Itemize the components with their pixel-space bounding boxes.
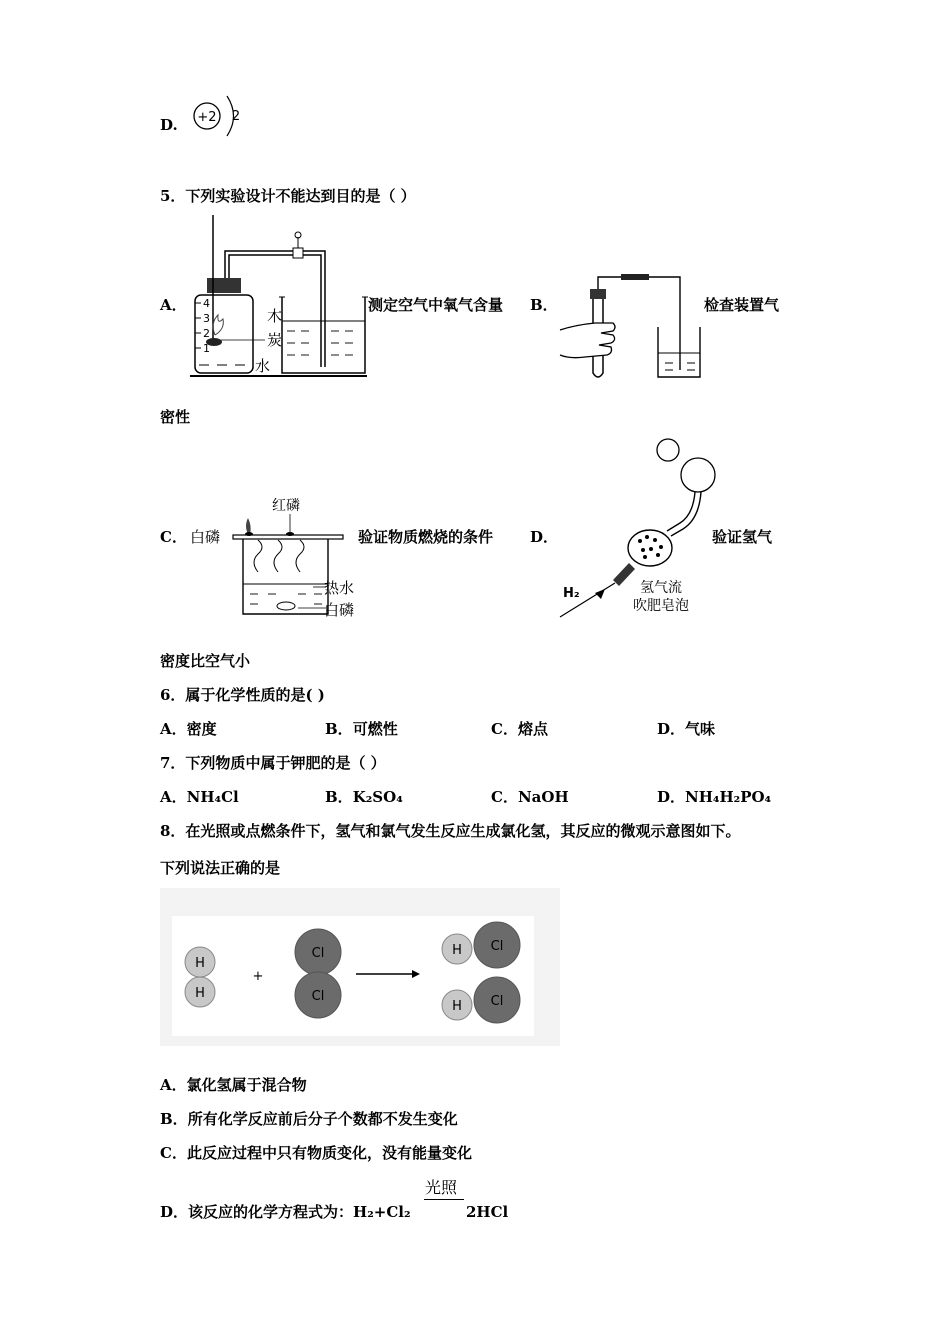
q6-option-d: D．气味 bbox=[657, 720, 716, 738]
q6-option-c: C．熔点 bbox=[491, 720, 548, 738]
shell-electron-count: 2 bbox=[231, 109, 241, 124]
hcl-1-cl: Cl bbox=[490, 939, 504, 954]
q5-option-b-label: B． bbox=[530, 296, 558, 314]
atom-structure-diagram bbox=[190, 92, 250, 144]
cl-atom-2: Cl bbox=[311, 989, 325, 1004]
equation-bar bbox=[424, 1199, 464, 1200]
label-white-phosphorus-2: 白磷 bbox=[324, 601, 355, 619]
label-blow-bubbles: 吹肥皂泡 bbox=[633, 598, 689, 614]
q7-option-d: D．NH₄H₂PO₄ bbox=[657, 788, 772, 806]
label-h2: H₂ bbox=[563, 586, 580, 601]
label-water: 水 bbox=[255, 357, 271, 375]
h-atom-1: H bbox=[195, 956, 205, 971]
nucleus-charge: +2 bbox=[197, 110, 217, 125]
reaction-condition: 光照 bbox=[425, 1178, 458, 1197]
q6-stem: 6．属于化学性质的是( ) bbox=[160, 686, 325, 704]
label-white-phosphorus: 白磷 bbox=[190, 528, 221, 546]
hydrogen-bubble-apparatus bbox=[555, 435, 725, 620]
q6-option-a: A．密度 bbox=[160, 720, 217, 738]
cl-atom-1: Cl bbox=[311, 946, 325, 961]
q8-option-b: B．所有化学反应前后分子个数都不发生变化 bbox=[160, 1110, 458, 1128]
q5-option-d-caption-2: 密度比空气小 bbox=[160, 652, 251, 670]
q5-option-d-label: D． bbox=[530, 528, 559, 546]
label-hot-water: 热水 bbox=[324, 579, 355, 597]
q6-option-b: B．可燃性 bbox=[325, 720, 398, 738]
q8-option-d: D．该反应的化学方程式为：H₂+Cl₂ bbox=[160, 1203, 411, 1221]
mark-4: 4 bbox=[203, 297, 210, 310]
q7-option-c: C．NaOH bbox=[491, 788, 569, 806]
q5-stem: 5．下列实验设计不能达到目的是（ ） bbox=[160, 187, 416, 205]
q7-option-b: B．K₂SO₄ bbox=[325, 788, 403, 806]
hcl-1-h: H bbox=[452, 943, 462, 958]
hcl-2-h: H bbox=[452, 999, 462, 1014]
q5-option-c-label: C． bbox=[160, 528, 187, 546]
q5-option-b-caption-2: 密性 bbox=[160, 408, 191, 426]
label-charcoal-1: 木 bbox=[267, 307, 283, 325]
q5-option-d-caption-1: 验证氢气 bbox=[712, 528, 773, 546]
label-red-phosphorus: 红磷 bbox=[272, 498, 300, 514]
oxygen-content-apparatus bbox=[185, 215, 370, 380]
h-atom-2: H bbox=[195, 986, 205, 1001]
q7-option-a: A．NH₄Cl bbox=[160, 788, 239, 806]
reaction-micro-diagram bbox=[160, 888, 560, 1046]
q8-option-a: A．氯化氢属于混合物 bbox=[160, 1076, 307, 1094]
hcl-2-cl: Cl bbox=[490, 994, 504, 1009]
q8-option-c: C．此反应过程中只有物质变化，没有能量变化 bbox=[160, 1144, 472, 1162]
q5-option-a-label: A． bbox=[160, 296, 187, 314]
q5-option-b-caption-1: 检查装置气 bbox=[704, 296, 780, 314]
label-hydrogen-flow: 氢气流 bbox=[640, 580, 682, 596]
mark-1: 1 bbox=[203, 342, 210, 355]
q4-option-d-label: D. bbox=[160, 116, 178, 134]
q8-stem-1: 8．在光照或点燃条件下，氢气和氯气发生反应生成氯化氢，其反应的微观示意图如下。 bbox=[160, 822, 741, 840]
reaction-product: 2HCl bbox=[466, 1203, 509, 1221]
airtightness-apparatus bbox=[555, 265, 705, 385]
q7-stem: 7．下列物质中属于钾肥的是（ ） bbox=[160, 754, 386, 772]
q8-stem-2: 下列说法正确的是 bbox=[160, 859, 281, 877]
q5-option-a-caption: 测定空气中氧气含量 bbox=[368, 296, 504, 314]
mark-3: 3 bbox=[203, 312, 210, 325]
label-charcoal-2: 炭 bbox=[267, 331, 283, 349]
mark-2: 2 bbox=[203, 327, 210, 340]
plus-sign: + bbox=[252, 969, 264, 984]
q5-option-c-caption: 验证物质燃烧的条件 bbox=[358, 528, 494, 546]
